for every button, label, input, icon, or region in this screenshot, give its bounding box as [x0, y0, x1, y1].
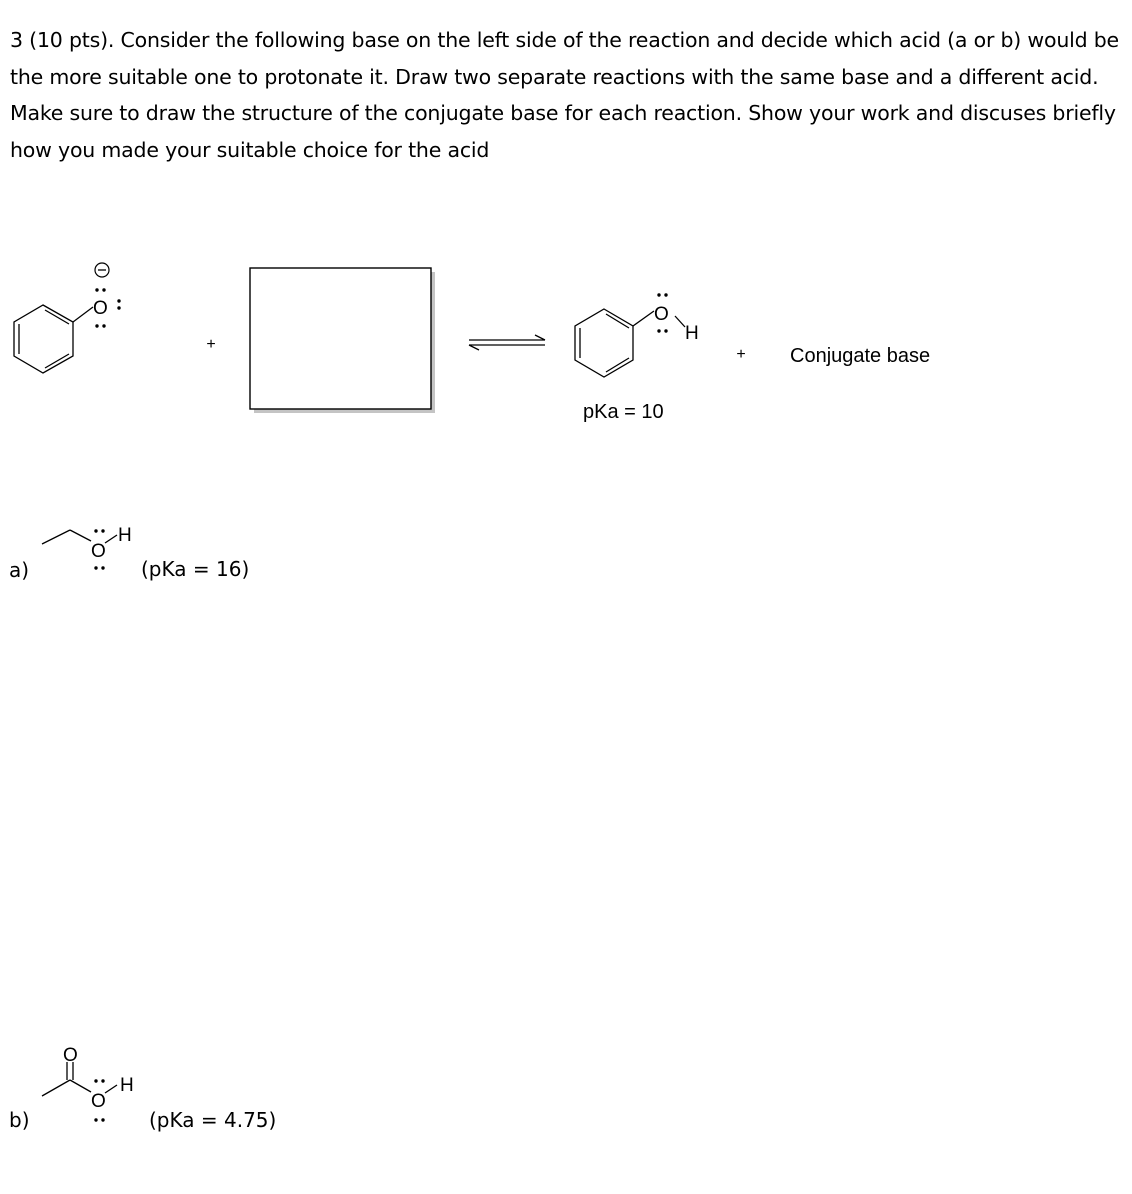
equilibrium-arrow-icon — [469, 335, 545, 350]
phenol-hydrogen: H — [685, 323, 699, 344]
option-a-pka: (pKa = 16) — [141, 557, 250, 581]
negative-charge-icon — [95, 263, 109, 277]
option-b-label: b) — [9, 1108, 30, 1132]
phenol-oxygen: O — [654, 304, 669, 325]
acetic-carbonyl-oxygen: O — [63, 1045, 78, 1066]
phenol-pka: pKa = 10 — [583, 401, 664, 423]
acetic-hydrogen: H — [120, 1075, 134, 1096]
phenoxide-oxygen: O — [93, 298, 108, 319]
plus-sign-1: + — [206, 336, 216, 353]
ethanol-oxygen: O — [91, 541, 106, 562]
phenoxide-base — [14, 305, 93, 373]
answer-box[interactable] — [250, 268, 431, 409]
option-b-pka: (pKa = 4.75) — [149, 1108, 277, 1132]
conjugate-base-label: Conjugate base — [790, 345, 931, 367]
question-text: 3 (10 pts). Consider the following base on the left side of the reaction and decide which acid (a or b) would be the more suitable one to protonate it. Draw two separate reactions with the same base and a different acid. Make sure to draw the structure of the conjugate base for each reaction. Show your work and discuses briefly how you made your suitable choice for the acid — [10, 28, 1119, 162]
ethanol-hydrogen: H — [118, 525, 132, 546]
option-a-label: a) — [9, 558, 30, 582]
plus-sign-2: + — [736, 346, 746, 363]
acetic-hydroxyl-oxygen: O — [91, 1091, 106, 1112]
